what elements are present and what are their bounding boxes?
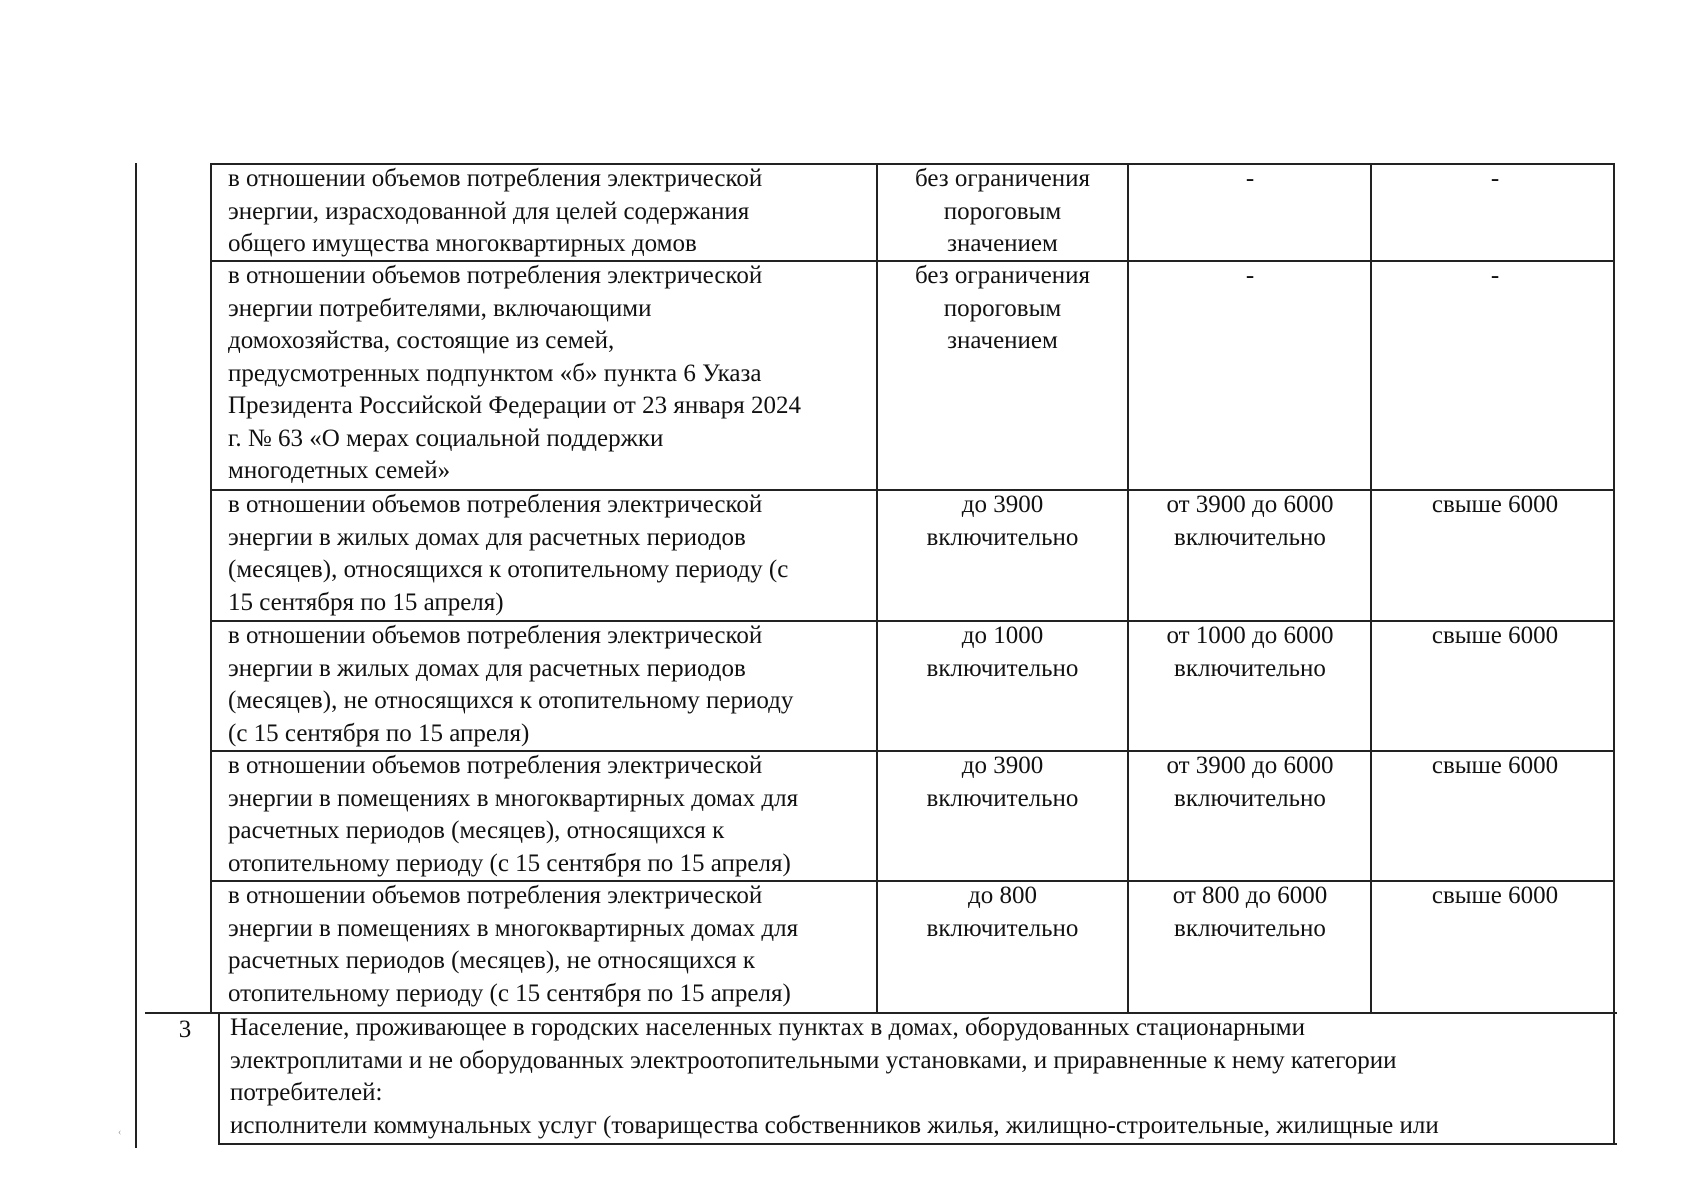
left-margin-line xyxy=(135,163,137,1148)
row-border xyxy=(218,1143,1617,1145)
table-row-threshold-1: до 1000 включительно xyxy=(926,622,1079,682)
table-row-threshold-2: от 1000 до 6000 включительно xyxy=(1166,622,1334,682)
column-border xyxy=(1127,163,1129,1013)
table-row-threshold-3: свыше 6000 xyxy=(1431,882,1559,909)
section-text: Население, проживающее в городских населенных пунктах в домах, оборудованных стационарными электроплитами и не оборудованных электроотопительными установками, и приравненные к нему категории потребителей: исполнители коммунальных услуг (товарищества собственников жилья, жилищно-строительные, жилищные или xyxy=(230,1014,1439,1139)
column-border xyxy=(1613,163,1615,1145)
table-row-threshold-2: - xyxy=(1245,262,1255,289)
table-row-threshold-2: от 3900 до 6000 включительно xyxy=(1166,491,1334,551)
table-row-threshold-3: - xyxy=(1490,262,1500,289)
column-border xyxy=(210,163,212,1013)
table-row-threshold-3: свыше 6000 xyxy=(1431,622,1559,649)
table-row-description: в отношении объемов потребления электрической энергии потребителями, включающими домохозяйства, состоящие из семей, предусмотренных подпунктом «б» пункта 6 Указа Президента Российской Федерации от 23 января 2024 г. № 63 «О мерах социальной поддержки многодетных семей» xyxy=(228,262,802,484)
table-row-description: в отношении объемов потребления электрической энергии в жилых домах для расчетных периодов (месяцев), не относящихся к отопительному периоду (с 15 сентября по 15 апреля) xyxy=(228,622,794,747)
column-border xyxy=(1370,163,1372,1013)
table-row-threshold-1: до 800 включительно xyxy=(926,882,1079,942)
table-row-threshold-3: свыше 6000 xyxy=(1431,752,1559,779)
section-number: 3 xyxy=(178,1016,192,1043)
table-row-threshold-1: до 3900 включительно xyxy=(926,752,1079,812)
table-row-description: в отношении объемов потребления электрической энергии в помещениях в многоквартирных домах для расчетных периодов (месяцев), не относящихся к отопительному периоду (с 15 сентября по 15 апреля) xyxy=(228,882,799,1007)
table-row-threshold-2: - xyxy=(1245,165,1255,192)
table-row-threshold-2: от 3900 до 6000 включительно xyxy=(1166,752,1334,812)
table-row-threshold-3: свыше 6000 xyxy=(1431,491,1559,518)
table-row-threshold-1: до 3900 включительно xyxy=(926,491,1079,551)
table-row-threshold-2: от 800 до 6000 включительно xyxy=(1172,882,1328,942)
table-row-threshold-1: без ограничения пороговым значением xyxy=(915,262,1090,354)
table-row-description: в отношении объемов потребления электрической энергии, израсходованной для целей содержания общего имущества многоквартирных домов xyxy=(228,165,763,257)
table-row-description: в отношении объемов потребления электрической энергии в жилых домах для расчетных периодов (месяцев), относящихся к отопительному периоду (с 15 сентября по 15 апреля) xyxy=(228,491,789,616)
scan-artifact: ‹ xyxy=(118,1127,122,1138)
table-row-description: в отношении объемов потребления электрической энергии в помещениях в многоквартирных домах для расчетных периодов (месяцев), относящихся к отопительному периоду (с 15 сентября по 15 апреля) xyxy=(228,752,799,877)
table-row-threshold-1: без ограничения пороговым значением xyxy=(915,165,1090,257)
table-row-threshold-3: - xyxy=(1490,165,1500,192)
